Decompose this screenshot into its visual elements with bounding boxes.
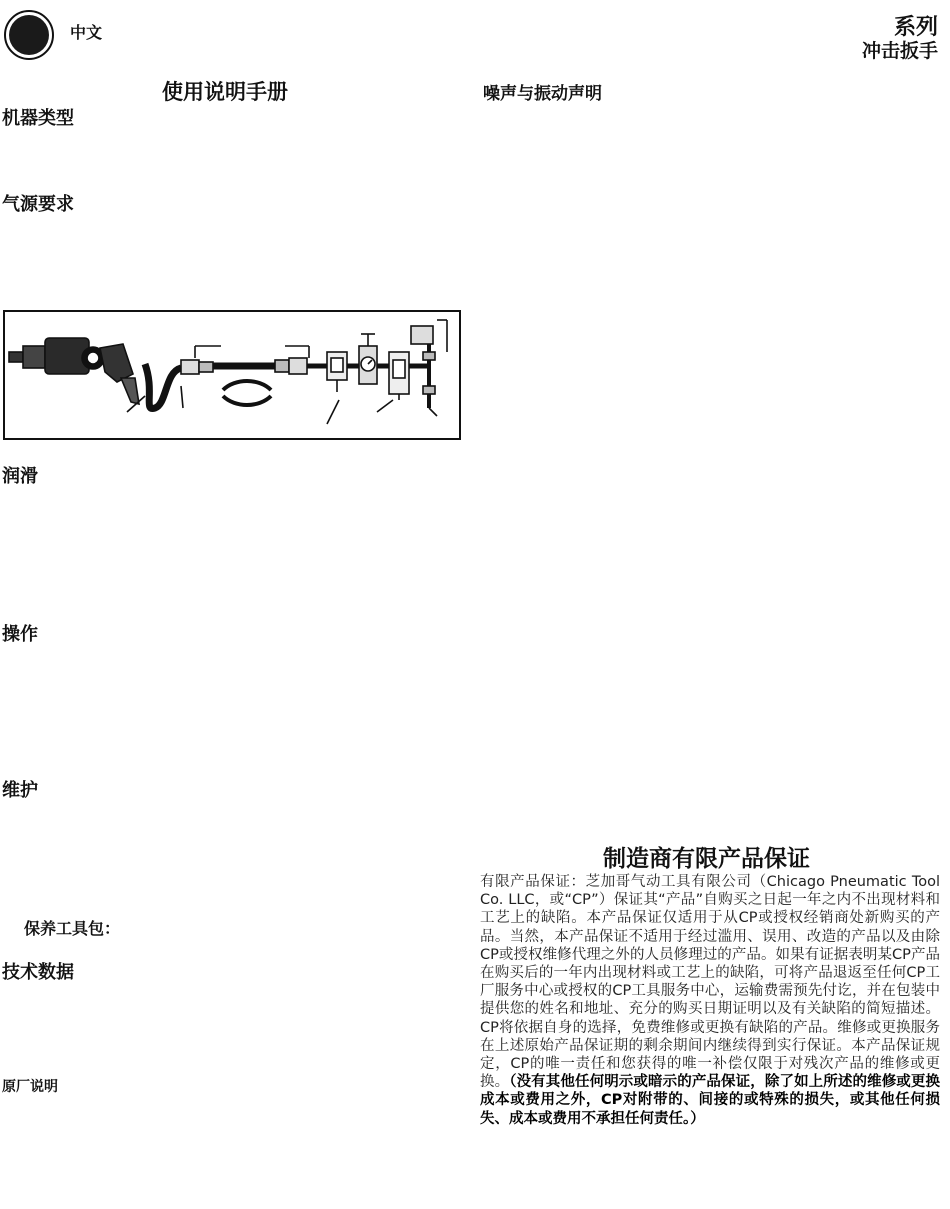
language-label: 中文 [70,23,103,42]
series-label: 系列 [893,15,938,40]
warranty-title: 制造商有限产品保证 [603,846,810,872]
section-air-supply: 气源要求 [2,194,74,215]
filter-icon [389,352,409,400]
noise-vibration-title: 噪声与振动声明 [483,84,602,104]
section-technical-data: 技术数据 [2,962,74,983]
warranty-disclaimer: （没有其他任何明示或暗示的产品保证，除了如上所述的维修或更换成本或费用之外，CP对附带的、间接的或特殊的损失，或其他任何损失、成本或费用不承担任何责任。） [480,1074,941,1127]
manual-title: 使用说明手册 [162,80,288,104]
original-instructions-label: 原厂说明 [2,1079,58,1095]
section-operation: 操作 [2,624,38,645]
air-supply-diagram [3,310,461,440]
section-maintenance: 维护 [2,780,38,801]
brand-logo [4,10,54,60]
section-lubrication: 润滑 [2,466,38,487]
air-supply-diagram-illustration [5,312,459,438]
impact-wrench-icon [9,338,139,404]
product-type: 冲击扳手 [861,40,938,62]
coupler-icon [181,360,213,374]
coupler-icon [275,358,307,374]
service-kit-label: 保养工具包： [24,919,121,938]
section-machine-type: 机器类型 [2,108,74,129]
warranty-body: 有限产品保证：芝加哥气动工具有限公司（Chicago Pneumatic Tool Co. LLC，或“CP”）保证其“产品”自购买之日起一年之内不出现材料和工艺上的缺陷。本产品保证仅适用于从CP或授权经销商处新购买的产品。当然，本产品保证不适用于经过滥用、误用、改造的产品以及由除CP或授权维修代理之外的人员修理过的产品。如果有证据表明某CP产品在购买后的一年内出现材料或工艺上的缺陷，可将产品退返至任何CP工厂服务中心或授权的CP工具服务中心，运输费需预先付讫，并在包装中提供您的姓名和地址、充分的购买日期证明以及有关缺陷的简短描述。CP将依据自身的选择，免费维修或更换有缺陷的产品。维修或更换服务在上述原始产品保证期的剩余期间内继续得到实行保证。本产品保证规定，CP的唯一责任和您获得的唯一补偿仅限于对残次产品的维修或更换。 [480,874,940,1091]
warranty-text [480,873,940,1128]
lubricator-icon [327,352,347,392]
regulator-icon [359,334,377,384]
